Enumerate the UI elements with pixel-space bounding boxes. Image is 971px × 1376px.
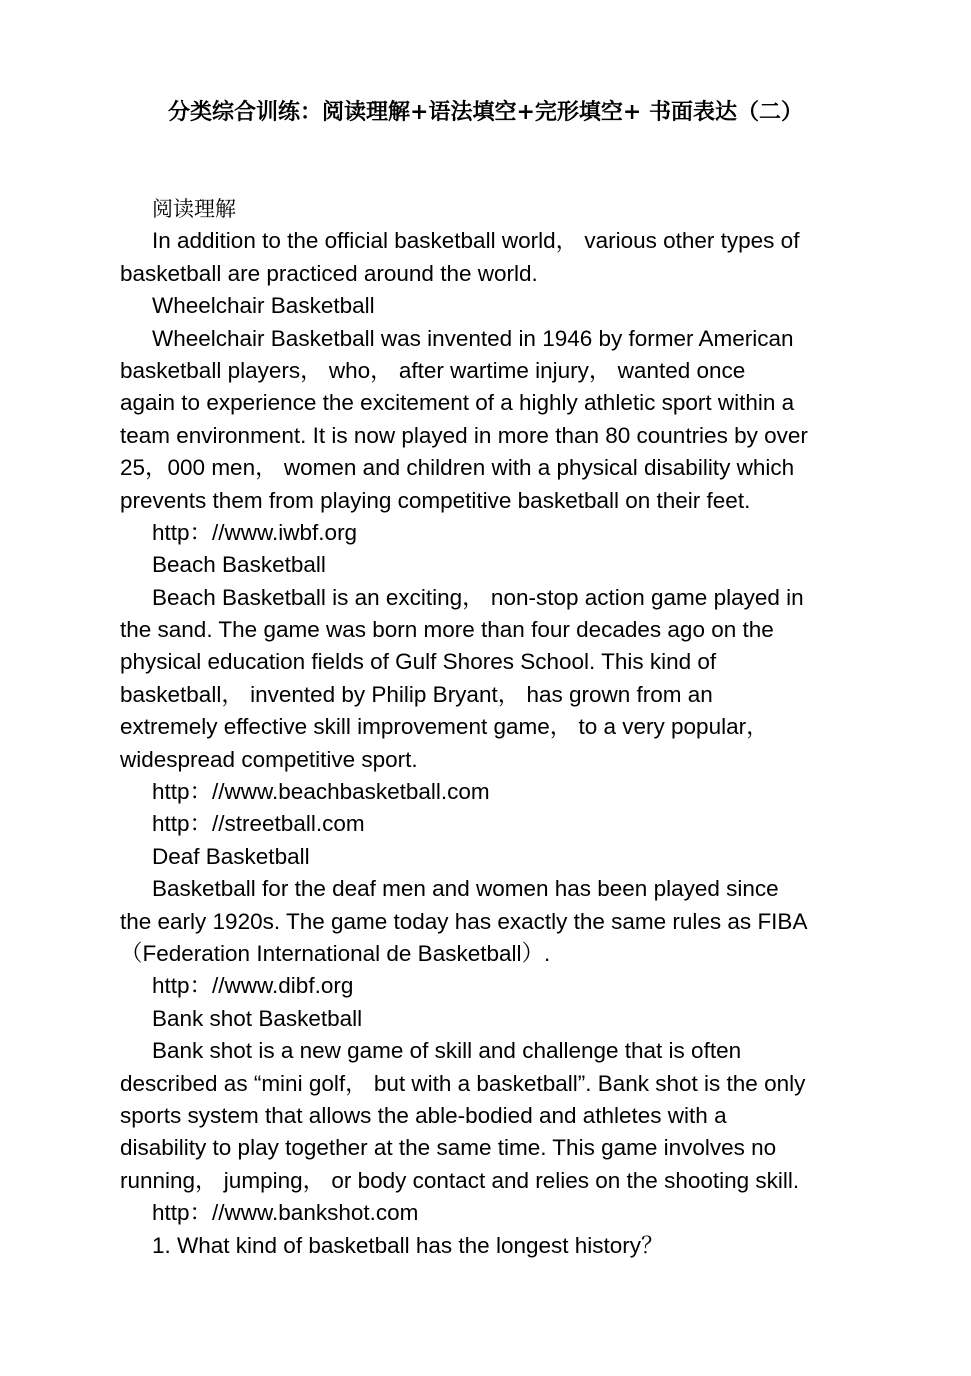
- paragraph-line: team environment. It is now played in more than 80 countries by over: [120, 422, 808, 448]
- paragraph-line: described as “mini golf， but with a basketball”. Bank shot is the only: [120, 1070, 806, 1096]
- paragraph-line: Beach Basketball is an exciting， non-stop action game played in: [152, 584, 804, 610]
- paragraph-line: extremely effective skill improvement game， to a very popular，: [120, 714, 769, 740]
- paragraph-line: basketball players， who， after wartime injury， wanted once: [120, 357, 746, 383]
- paragraph-line: disability to play together at the same time. This game involves no: [120, 1135, 777, 1161]
- document-title: 分类综合训练：阅读理解+语法填空+完形填空+ 书面表达（二）: [168, 99, 803, 125]
- subheading-wheelchair: Wheelchair Basketball: [152, 293, 375, 319]
- paragraph-line: basketball， invented by Philip Bryant， has grown from an: [120, 681, 713, 707]
- url-line: http：//www.dibf.org: [152, 973, 354, 999]
- paragraph-line: physical education fields of Gulf Shores School. This kind of: [120, 649, 717, 675]
- paragraph-line: sports system that allows the able-bodied and athletes with a: [120, 1102, 727, 1128]
- paragraph-line: Bank shot is a new game of skill and challenge that is often: [152, 1038, 742, 1064]
- url-line: http：//streetball.com: [152, 811, 365, 837]
- paragraph-line: widespread competitive sport.: [120, 746, 418, 772]
- paragraph-line: prevents them from playing competitive basketball on their feet.: [120, 487, 751, 513]
- question-1: 1. What kind of basketball has the longest history？: [152, 1232, 664, 1258]
- url-line: http：//www.beachbasketball.com: [152, 779, 490, 805]
- reading-passage: [120, 193, 854, 1262]
- subheading-bank-shot: Bank shot Basketball: [152, 1005, 363, 1031]
- paragraph-line: basketball are practiced around the world.: [120, 260, 538, 286]
- paragraph-line: In addition to the official basketball world， various other types of: [152, 228, 800, 254]
- paragraph-line: Wheelchair Basketball was invented in 1946 by former American: [152, 325, 794, 351]
- url-line: http：//www.iwbf.org: [152, 519, 358, 545]
- paragraph-line: the early 1920s. The game today has exactly the same rules as FIBA: [120, 908, 808, 934]
- paragraph-line: running， jumping， or body contact and relies on the shooting skill.: [120, 1167, 800, 1193]
- section-label-reading: 阅读理解: [152, 197, 236, 221]
- url-line: http：//www.bankshot.com: [152, 1200, 419, 1226]
- subheading-deaf: Deaf Basketball: [152, 843, 310, 869]
- paragraph-line: again to experience the excitement of a highly athletic sport within a: [120, 390, 795, 416]
- paragraph-line: the sand. The game was born more than four decades ago on the: [120, 617, 774, 643]
- paragraph-line: （Federation International de Basketball）.: [120, 940, 551, 966]
- paragraph-line: 25，000 men， women and children with a physical disability which: [120, 455, 795, 481]
- paragraph-line: Basketball for the deaf men and women has been played since: [152, 876, 779, 902]
- subheading-beach: Beach Basketball: [152, 552, 326, 578]
